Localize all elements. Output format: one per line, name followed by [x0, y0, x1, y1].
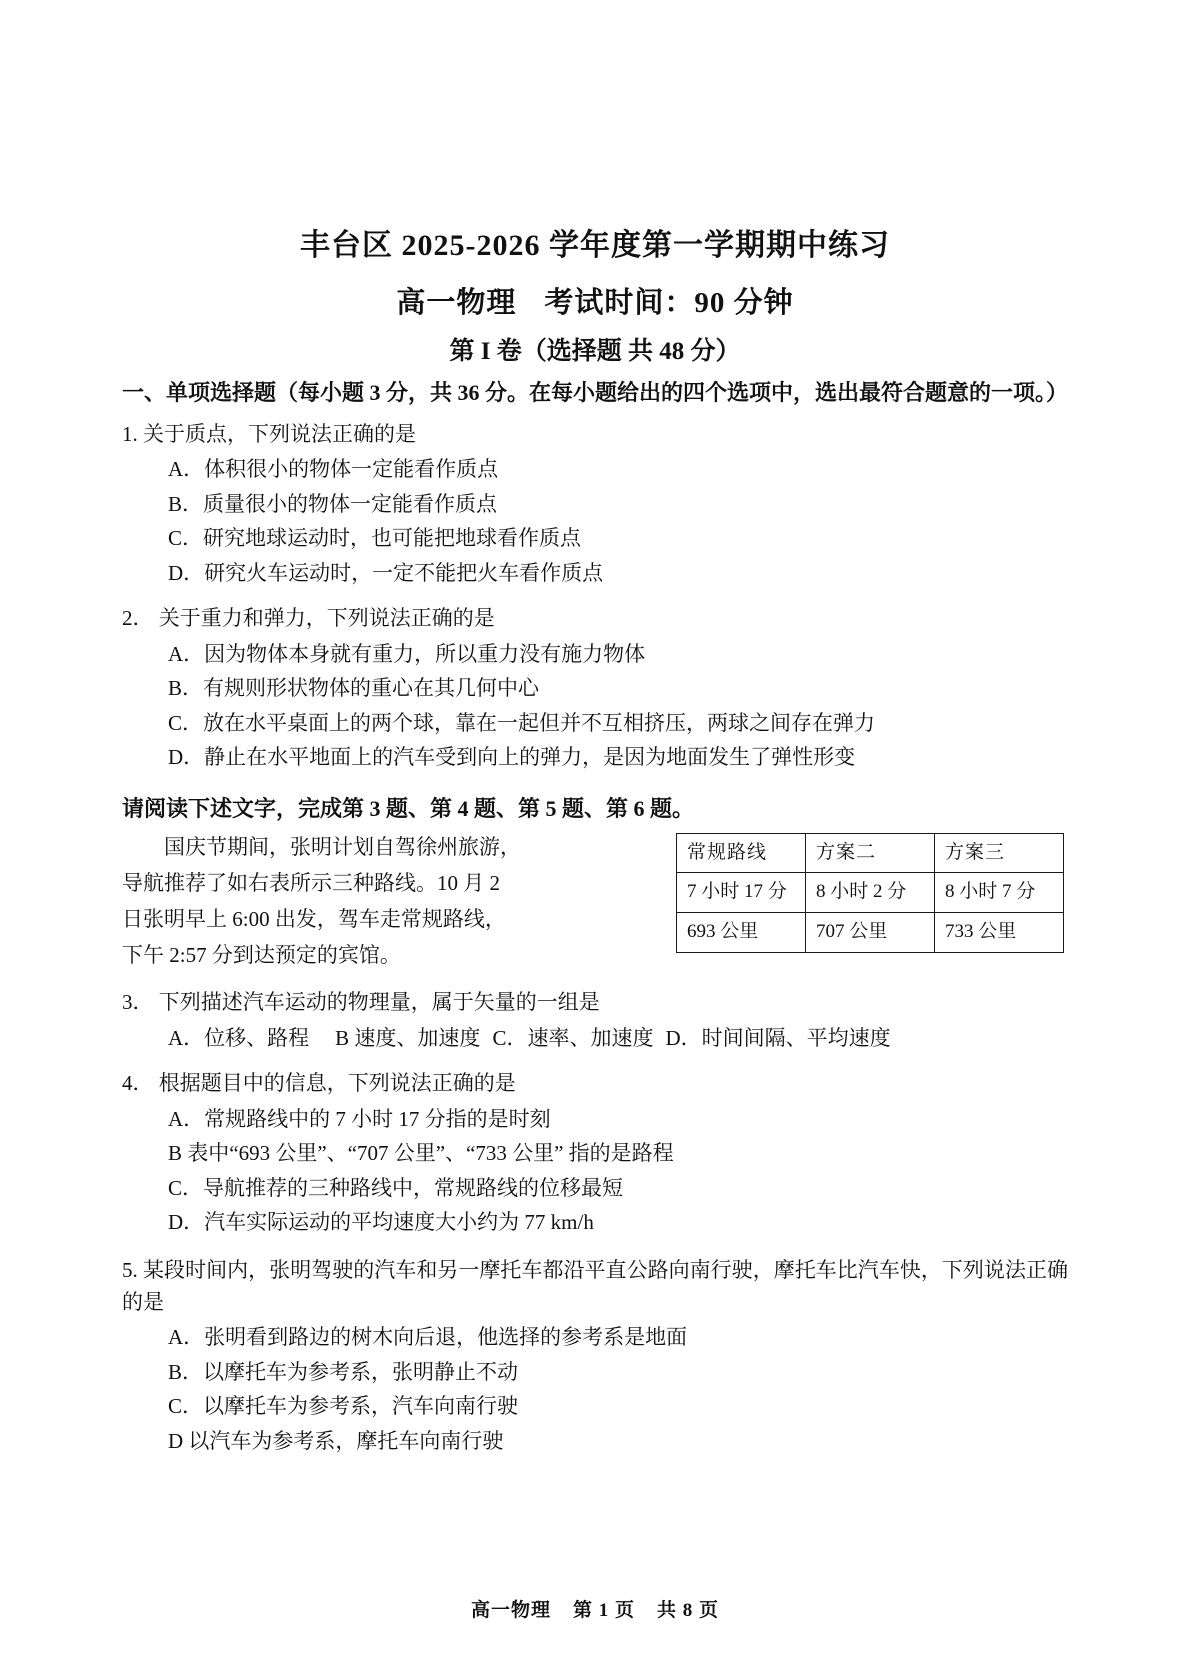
option-d: D．静止在水平地面上的汽车受到向上的弹力，是因为地面发生了弹性形变: [168, 745, 856, 770]
table-cell-duration: 8 小时 7 分: [935, 873, 1064, 913]
option-d: D．研究火车运动时，一定不能把火车看作质点: [168, 560, 604, 585]
option-a: A．位移、路程: [168, 1025, 310, 1050]
question-text: 某段时间内，张明驾驶的汽车和另一摩托车都沿平直公路向南行驶，摩托车比汽车快，下列说法正确的是: [122, 1257, 1069, 1314]
table-row: [677, 833, 1064, 873]
page-title: 丰台区 2025-2026 学年度第一学期期中练习: [300, 229, 890, 262]
footer-total-pages: 共 8 页: [657, 1600, 720, 1621]
part-label: 第 I 卷（选择题 共 48 分）: [449, 337, 741, 365]
passage-line: 下午 2:57 分到达预定的宾馆。: [122, 943, 401, 968]
option-a: A．因为物体本身就有重力，所以重力没有施力物体: [168, 641, 646, 666]
table-cell-distance: 707 公里: [806, 912, 935, 952]
option-a: A．体积很小的物体一定能看作质点: [168, 457, 499, 482]
option-b: B 表中“693 公里”、“707 公里”、“733 公里” 指的是路程: [168, 1141, 674, 1166]
option-c: C．导航推荐的三种路线中，常规路线的位移最短: [168, 1175, 624, 1200]
table-cell-duration: 7 小时 17 分: [677, 873, 806, 913]
subject-and-time: [122, 286, 1068, 321]
option-a: A．常规路线中的 7 小时 17 分指的是时刻: [168, 1106, 551, 1131]
option-b: B．质量很小的物体一定能看作质点: [168, 491, 498, 516]
question-stem: [122, 1255, 1068, 1319]
option-b: B 速度、加速度: [335, 1025, 481, 1050]
passage-line: [122, 829, 552, 865]
footer-subject: 高一物理: [470, 1600, 551, 1621]
table-cell-distance: 693 公里: [677, 912, 806, 952]
exam-time-label: 考试时间：90 分钟: [544, 287, 794, 319]
table-row: [677, 912, 1064, 952]
question-number: 1.: [122, 421, 138, 446]
table-cell-duration: 8 小时 2 分: [806, 873, 935, 913]
question-number: 3．: [122, 990, 154, 1015]
table-header-cell: 方案三: [935, 833, 1064, 873]
question-stem: [122, 1068, 1068, 1100]
option-c: C．放在水平桌面上的两个球，靠在一起但并不互相挤压，两球之间存在弹力: [168, 710, 876, 735]
option-d: D．汽车实际运动的平均速度大小约为 77 km/h: [168, 1210, 594, 1235]
question-stem: [122, 603, 1068, 635]
option-row: [122, 1023, 1068, 1055]
option-a: A．张明看到路边的树木向后退，他选择的参考系是地面: [168, 1325, 688, 1350]
option-d: D 以汽车为参考系，摩托车向南行驶: [168, 1428, 504, 1453]
section-heading: 一、单项选择题（每小题 3 分，共 36 分。在每小题给出的四个选项中，选出最符合题意的一项。）: [122, 379, 1069, 405]
table-row: [677, 873, 1064, 913]
option-b: B．有规则形状物体的重心在其几何中心: [168, 676, 540, 701]
question-text: 关于重力和弹力，下列说法正确的是: [158, 606, 495, 631]
subject-label: 高一物理: [396, 287, 517, 319]
option-d: D．时间间隔、平均速度: [665, 1025, 891, 1050]
question-text: 关于质点，下列说法正确的是: [143, 421, 416, 446]
table-header-cell: 常规路线: [677, 833, 806, 873]
question-number: 4．: [122, 1071, 154, 1096]
question-stem: [122, 987, 1068, 1019]
reading-block: [122, 829, 1068, 973]
option-b: B．以摩托车为参考系，张明静止不动: [168, 1359, 519, 1384]
question-text: 根据题目中的信息，下列说法正确的是: [158, 1071, 516, 1096]
question-text: 下列描述汽车运动的物理量，属于矢量的一组是: [158, 990, 600, 1015]
route-options-table: [676, 833, 1064, 953]
option-c: C．研究地球运动时，也可能把地球看作质点: [168, 526, 582, 551]
option-c: C．速率、加速度: [492, 1025, 654, 1050]
reading-passage: [122, 829, 552, 973]
question-number: 2．: [122, 606, 154, 631]
table-cell-distance: 733 公里: [935, 912, 1064, 952]
question-number: 5.: [122, 1257, 138, 1282]
passage-line-text: 国庆节期间，张明计划自驾徐州旅游，: [164, 834, 521, 859]
table-header-cell: 方案二: [806, 833, 935, 873]
reading-instruction: 请阅读下述文字，完成第 3 题、第 4 题、第 5 题、第 6 题。: [122, 795, 695, 821]
option-c: C．以摩托车为参考系，汽车向南行驶: [168, 1394, 519, 1419]
page-footer: [0, 1595, 1190, 1622]
footer-page-number: 第 1 页: [572, 1600, 635, 1621]
question-stem: [122, 419, 1068, 451]
passage-line: 日张明早上 6:00 出发，驾车走常规路线，: [122, 906, 506, 931]
passage-line: 导航推荐了如右表所示三种路线。10 月 2: [122, 870, 500, 895]
